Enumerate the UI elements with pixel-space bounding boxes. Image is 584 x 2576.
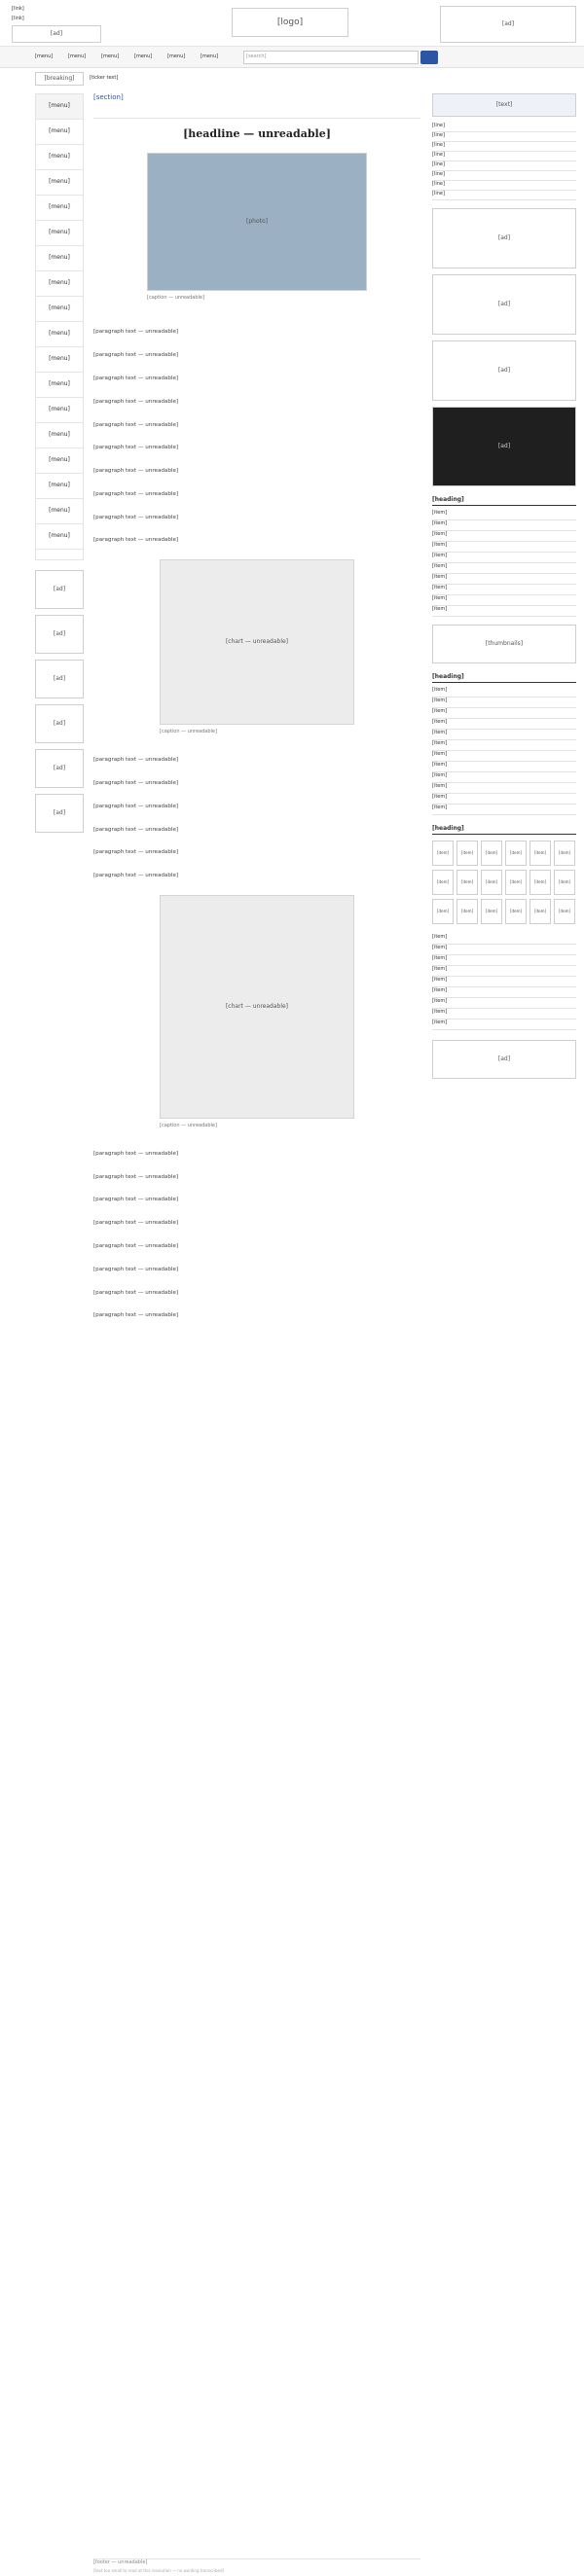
sidebar-item[interactable]: [menu] bbox=[36, 196, 83, 221]
paragraph: [paragraph text — unreadable] bbox=[93, 421, 179, 428]
list-item[interactable]: [item] bbox=[432, 934, 576, 945]
sidebar-item[interactable]: [menu] bbox=[36, 423, 83, 448]
list-item[interactable]: [item] bbox=[432, 998, 576, 1009]
list-item[interactable]: [item] bbox=[432, 1009, 576, 1020]
share-bar bbox=[93, 109, 420, 119]
paragraph: [paragraph text — unreadable] bbox=[93, 375, 179, 381]
shop-item[interactable]: [item] bbox=[481, 841, 502, 866]
popular-item[interactable]: [item] bbox=[432, 510, 576, 520]
shop-item[interactable]: [item] bbox=[554, 870, 575, 895]
popular-item[interactable]: [item] bbox=[432, 553, 576, 563]
nav-item[interactable]: [menu] bbox=[101, 54, 120, 59]
header-ad-right[interactable]: [ad] bbox=[440, 6, 576, 43]
sidebar-item[interactable]: [menu] bbox=[36, 398, 83, 423]
thumbnail-row[interactable]: [thumbnails] bbox=[432, 625, 576, 663]
right-ad[interactable]: [ad] bbox=[432, 1040, 576, 1079]
news-line[interactable]: [line] bbox=[432, 181, 576, 191]
list-item[interactable]: [item] bbox=[432, 977, 576, 987]
shop-heading: [heading] bbox=[432, 825, 576, 835]
news-line[interactable]: [line] bbox=[432, 132, 576, 142]
shop-item[interactable]: [item] bbox=[481, 870, 502, 895]
news-line[interactable]: [line] bbox=[432, 152, 576, 161]
article-photo: [photo] bbox=[147, 153, 367, 291]
list-item[interactable]: [item] bbox=[432, 687, 576, 698]
left-sidebar bbox=[35, 93, 84, 560]
paragraph: [paragraph text — unreadable] bbox=[93, 514, 179, 520]
shop-item[interactable]: [item] bbox=[432, 899, 454, 924]
sidebar-item[interactable]: [menu] bbox=[36, 448, 83, 474]
top-bar bbox=[0, 0, 584, 47]
sidebar-item[interactable]: [menu] bbox=[36, 373, 83, 398]
list-item[interactable]: [item] bbox=[432, 794, 576, 805]
popular-item[interactable]: [item] bbox=[432, 574, 576, 585]
paragraph: [paragraph text — unreadable] bbox=[93, 757, 179, 764]
list-item[interactable]: [item] bbox=[432, 708, 576, 719]
left-ad[interactable]: [ad] bbox=[35, 794, 84, 833]
list-item[interactable]: [item] bbox=[432, 740, 576, 751]
nav-item[interactable]: [menu] bbox=[134, 54, 153, 59]
popular-item[interactable]: [item] bbox=[432, 520, 576, 531]
paragraph: [paragraph text — unreadable] bbox=[93, 873, 179, 879]
sidebar-item[interactable]: [menu] bbox=[36, 246, 83, 271]
shop-item[interactable]: [item] bbox=[554, 841, 575, 866]
sidebar-item[interactable]: [menu] bbox=[36, 221, 83, 246]
sidebar-item[interactable]: [menu] bbox=[36, 120, 83, 145]
nav-item[interactable]: [menu] bbox=[167, 54, 186, 59]
page-note: [text too small to read at this resolution — no wording transcribed] bbox=[93, 2568, 225, 2573]
chart-caption: [caption — unreadable] bbox=[160, 729, 217, 735]
list-item[interactable]: [item] bbox=[432, 966, 576, 977]
breaking-bar bbox=[35, 72, 434, 86]
paragraph: [paragraph text — unreadable] bbox=[93, 1243, 179, 1250]
shop-item[interactable]: [item] bbox=[456, 899, 478, 924]
section-label: [section] bbox=[93, 93, 124, 101]
list-item[interactable]: [item] bbox=[432, 783, 576, 794]
nav-item[interactable]: [menu] bbox=[68, 54, 87, 59]
sidebar-item[interactable]: [menu] bbox=[36, 271, 83, 297]
news-line[interactable]: [line] bbox=[432, 161, 576, 171]
popular-item[interactable]: [item] bbox=[432, 606, 576, 617]
sidebar-item[interactable]: [menu] bbox=[36, 322, 83, 347]
paragraph: [paragraph text — unreadable] bbox=[93, 826, 179, 833]
sidebar-item[interactable]: [menu] bbox=[36, 499, 83, 524]
right-banner[interactable]: [text] bbox=[432, 93, 576, 117]
news-line[interactable]: [line] bbox=[432, 191, 576, 200]
list-item[interactable]: [item] bbox=[432, 698, 576, 708]
list-item[interactable]: [item] bbox=[432, 1020, 576, 1030]
shop-grid bbox=[432, 841, 576, 924]
breaking-text[interactable]: [ticker text] bbox=[90, 75, 119, 81]
left-ad[interactable]: [ad] bbox=[35, 704, 84, 743]
news-line[interactable]: [line] bbox=[432, 123, 576, 132]
popular-heading: [heading] bbox=[432, 496, 576, 506]
popular-item[interactable]: [item] bbox=[432, 595, 576, 606]
search-input[interactable]: [search] bbox=[243, 51, 419, 64]
right-ad[interactable]: [ad] bbox=[432, 407, 576, 486]
sidebar-item[interactable]: [menu] bbox=[36, 524, 83, 550]
list-item[interactable]: [item] bbox=[432, 751, 576, 762]
sidebar-item[interactable]: [menu] bbox=[36, 94, 83, 120]
paragraph: [paragraph text — unreadable] bbox=[93, 537, 179, 544]
shop-item[interactable]: [item] bbox=[432, 841, 454, 866]
list-item[interactable]: [item] bbox=[432, 945, 576, 955]
breaking-label: [breaking] bbox=[35, 72, 84, 86]
article-footer: [footer — unreadable] bbox=[93, 2558, 420, 2568]
shop-item[interactable]: [item] bbox=[456, 841, 478, 866]
paragraph: [paragraph text — unreadable] bbox=[93, 1289, 179, 1296]
list-item[interactable]: [item] bbox=[432, 987, 576, 998]
nav-item[interactable]: [menu] bbox=[201, 54, 219, 59]
paragraph: [paragraph text — unreadable] bbox=[93, 1312, 179, 1319]
paragraph: [paragraph text — unreadable] bbox=[93, 1150, 179, 1157]
list-item[interactable]: [item] bbox=[432, 955, 576, 966]
main-nav bbox=[0, 47, 584, 68]
shop-item[interactable]: [item] bbox=[529, 899, 551, 924]
list-item[interactable]: [item] bbox=[432, 762, 576, 772]
sidebar-item[interactable]: [menu] bbox=[36, 474, 83, 499]
paragraph: [paragraph text — unreadable] bbox=[93, 490, 179, 497]
paragraph: [paragraph text — unreadable] bbox=[93, 445, 179, 451]
paragraph: [paragraph text — unreadable] bbox=[93, 803, 179, 809]
right-column bbox=[432, 93, 576, 2555]
shop-item[interactable]: [item] bbox=[505, 870, 527, 895]
chart-image-co2-comparison: [chart — unreadable] bbox=[160, 895, 354, 1119]
shop-item[interactable]: [item] bbox=[481, 899, 502, 924]
paragraph: [paragraph text — unreadable] bbox=[93, 329, 179, 336]
shop-item[interactable]: [item] bbox=[529, 841, 551, 866]
photo-caption: [caption — unreadable] bbox=[147, 295, 204, 302]
search-button[interactable] bbox=[420, 51, 438, 64]
shop-item[interactable]: [item] bbox=[505, 899, 527, 924]
shop-item[interactable]: [item] bbox=[529, 870, 551, 895]
top-link[interactable]: [link] bbox=[12, 6, 24, 12]
popular-item[interactable]: [item] bbox=[432, 585, 576, 595]
shop-item[interactable]: [item] bbox=[505, 841, 527, 866]
right-ad[interactable]: [ad] bbox=[432, 274, 576, 335]
news-line[interactable]: [line] bbox=[432, 142, 576, 152]
list-item[interactable]: [item] bbox=[432, 772, 576, 783]
popular-item[interactable]: [item] bbox=[432, 531, 576, 542]
paragraph: [paragraph text — unreadable] bbox=[93, 398, 179, 405]
news-line[interactable]: [line] bbox=[432, 171, 576, 181]
paragraph: [paragraph text — unreadable] bbox=[93, 468, 179, 475]
chart-caption: [caption — unreadable] bbox=[160, 1122, 217, 1128]
right-ad[interactable]: [ad] bbox=[432, 208, 576, 268]
shop-item[interactable]: [item] bbox=[432, 870, 454, 895]
paragraph: [paragraph text — unreadable] bbox=[93, 849, 179, 856]
site-logo[interactable]: [logo] bbox=[232, 8, 348, 37]
header-ad-left[interactable]: [ad] bbox=[12, 25, 101, 43]
list2-heading: [heading] bbox=[432, 673, 576, 683]
paragraph: [paragraph text — unreadable] bbox=[93, 1173, 179, 1180]
paragraph: [paragraph text — unreadable] bbox=[93, 352, 179, 359]
popular-item[interactable]: [item] bbox=[432, 563, 576, 574]
sidebar-item[interactable]: [menu] bbox=[36, 347, 83, 373]
shop-item[interactable]: [item] bbox=[554, 899, 575, 924]
paragraph: [paragraph text — unreadable] bbox=[93, 1197, 179, 1203]
top-link[interactable]: [link] bbox=[12, 16, 24, 21]
sidebar-item[interactable]: [menu] bbox=[36, 297, 83, 322]
sidebar-item[interactable]: [menu] bbox=[36, 170, 83, 196]
paragraph: [paragraph text — unreadable] bbox=[93, 779, 179, 786]
article bbox=[93, 93, 420, 2555]
list-item[interactable]: [item] bbox=[432, 719, 576, 730]
headline: [headline — unreadable] bbox=[183, 127, 331, 140]
left-ad[interactable]: [ad] bbox=[35, 570, 84, 609]
paragraph: [paragraph text — unreadable] bbox=[93, 1266, 179, 1272]
chart-image-co2-trend: [chart — unreadable] bbox=[160, 559, 354, 725]
list-item[interactable]: [item] bbox=[432, 730, 576, 740]
left-ad[interactable]: [ad] bbox=[35, 749, 84, 788]
left-ad[interactable]: [ad] bbox=[35, 660, 84, 698]
popular-item[interactable]: [item] bbox=[432, 542, 576, 553]
right-ad[interactable]: [ad] bbox=[432, 340, 576, 401]
nav-item[interactable]: [menu] bbox=[35, 54, 54, 59]
sidebar-item[interactable]: [menu] bbox=[36, 145, 83, 170]
left-ad[interactable]: [ad] bbox=[35, 615, 84, 654]
list-item[interactable]: [item] bbox=[432, 805, 576, 815]
shop-item[interactable]: [item] bbox=[456, 870, 478, 895]
paragraph: [paragraph text — unreadable] bbox=[93, 1220, 179, 1227]
